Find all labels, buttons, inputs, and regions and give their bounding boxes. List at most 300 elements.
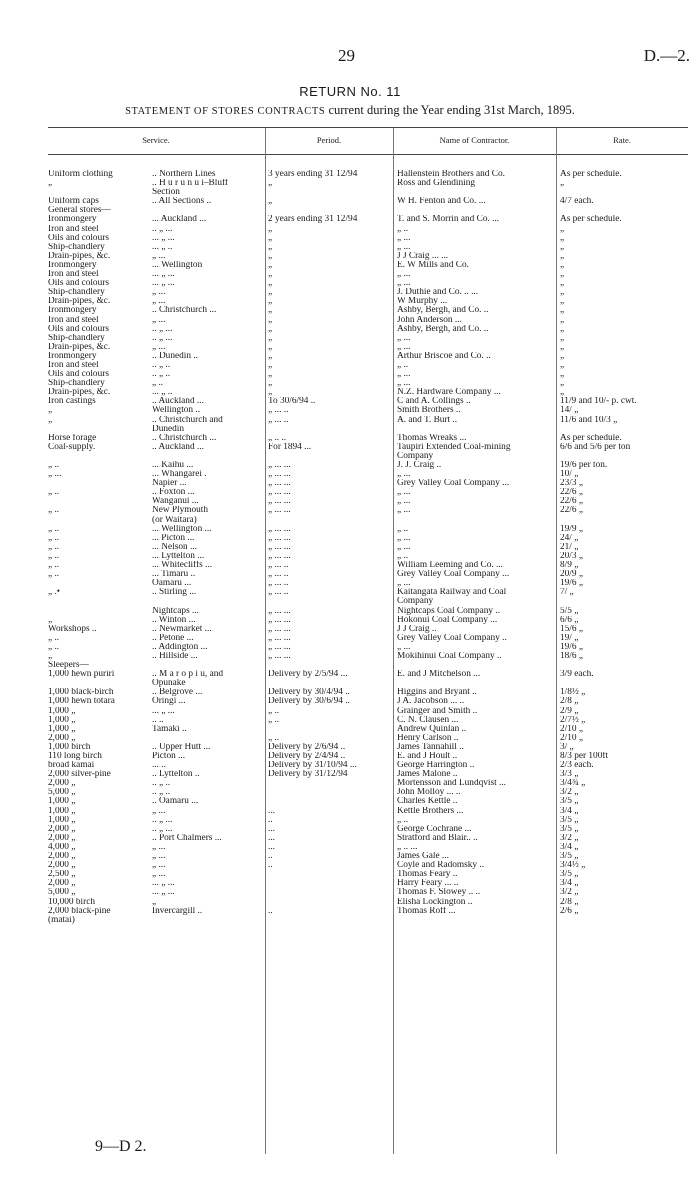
- table-row: [0, 188, 700, 197]
- contractor-cell: Kettle Brothers ...: [397, 806, 464, 816]
- service-cell: Uniform clothing: [48, 170, 113, 179]
- contractor-cell: „ ...: [397, 333, 411, 343]
- service-cell: 1,000 hewn totara: [48, 697, 115, 707]
- table-row: [0, 306, 700, 315]
- contractor-cell: A. and T. Burt ..: [397, 415, 458, 425]
- service-cell: 1,000 „: [48, 724, 76, 734]
- contractor-cell: „ ...: [397, 506, 411, 516]
- period-cell: „ ... ...: [268, 470, 291, 480]
- rate-cell: 20/9 „: [560, 570, 583, 580]
- contractor-cell: J A. Jacobson ... ..: [397, 697, 465, 707]
- service-cell: 2,000 silver-pine: [48, 770, 111, 780]
- rate-cell: „: [560, 388, 565, 398]
- period-cell: „: [268, 351, 273, 361]
- period-cell: „: [268, 297, 273, 307]
- period-cell: „ ... ..: [268, 561, 289, 571]
- service-cell: Iron and steel: [48, 315, 99, 325]
- table-row: [0, 388, 700, 397]
- service-cell: 1,000 „: [48, 706, 76, 716]
- table-row: [0, 406, 700, 415]
- period-cell: „: [268, 379, 273, 389]
- table-row: [0, 716, 700, 725]
- contractor-cell: Grey Valley Coal Company ...: [397, 479, 510, 489]
- column-header-service: Service.: [142, 135, 170, 145]
- location-cell: .. „ ..: [152, 360, 171, 370]
- service-cell: 1,000 „: [48, 815, 76, 825]
- table-row: [0, 734, 700, 743]
- contractor-cell: Nightcaps Coal Company ..: [397, 606, 501, 616]
- service-cell: Iron castings: [48, 397, 96, 407]
- service-cell: 1,000 „: [48, 806, 76, 816]
- page-reference: D.—2.: [643, 46, 690, 65]
- table-row: [0, 443, 700, 452]
- location-cell: „ ...: [152, 297, 166, 307]
- table-row: [0, 697, 700, 706]
- period-cell: „ ... ...: [268, 615, 291, 625]
- period-cell: „: [268, 242, 273, 252]
- location-cell: „ ..: [152, 379, 164, 389]
- rate-cell: 22/6 „: [560, 497, 583, 507]
- location-cell: .. Belgrove ...: [152, 688, 203, 698]
- table-row: [0, 652, 700, 661]
- rate-cell: 2/10 „: [560, 724, 583, 734]
- column-header-rate: Rate.: [613, 135, 631, 145]
- contractor-cell: T. and S. Morrin and Co. ...: [397, 215, 500, 225]
- contractor-cell: „ ...: [397, 270, 411, 280]
- period-cell: 2 years ending 31 12/94: [268, 215, 358, 225]
- table-row: [0, 643, 700, 652]
- period-cell: „: [268, 388, 273, 398]
- rate-cell: „: [560, 242, 565, 252]
- location-cell: .. Petone ...: [152, 633, 194, 643]
- period-cell: „: [268, 270, 273, 280]
- service-cell: Oils and colours: [48, 324, 109, 334]
- service-cell: Ship-chandlery: [48, 288, 105, 298]
- period-cell: „ ..: [268, 706, 280, 716]
- location-cell: Napier ...: [152, 479, 187, 489]
- service-cell: broad kamai: [48, 761, 95, 771]
- contractor-cell: J. J. Craig ..: [397, 461, 442, 470]
- period-cell: „ ... ..: [268, 570, 289, 580]
- table-row: [0, 607, 700, 616]
- table-top-rule: [48, 127, 688, 128]
- table-row: [0, 752, 700, 761]
- service-cell: „ .•: [48, 588, 61, 598]
- contractor-cell: Stratford and Blair.. ..: [397, 833, 478, 843]
- location-cell: ... Auckland ...: [152, 215, 207, 225]
- service-cell: Oils and colours: [48, 233, 109, 243]
- contractor-cell: „ ...: [397, 279, 411, 289]
- table-row: [0, 170, 700, 179]
- service-cell: Ship-chandlery: [48, 379, 105, 389]
- table-row: [0, 725, 700, 734]
- table-row: [0, 570, 700, 579]
- contractor-cell: J. Duthie and Co. .. ...: [397, 288, 479, 298]
- period-cell: „ ... ...: [268, 551, 291, 561]
- location-cell: ... Whitecliffs ...: [152, 561, 213, 571]
- period-cell: „: [268, 333, 273, 343]
- service-cell: Ironmongery: [48, 351, 97, 361]
- table-row: [0, 416, 700, 425]
- table-row: [0, 343, 700, 352]
- table-row: [0, 907, 700, 916]
- table-row: [0, 761, 700, 770]
- rate-cell: 24/ „: [560, 533, 579, 543]
- contractor-cell: „ ...: [397, 533, 411, 543]
- contractor-cell: „ ..: [397, 524, 409, 534]
- rate-cell: 19/9 „: [560, 524, 583, 534]
- service-cell: Ironmongery: [48, 306, 97, 316]
- rate-cell: As per schedule.: [560, 433, 622, 443]
- service-cell: „ ..: [48, 524, 60, 534]
- location-cell: „ ...: [152, 806, 166, 816]
- period-cell: „: [268, 360, 273, 370]
- contractor-cell: James Malone ..: [397, 770, 458, 780]
- service-cell: Ironmongery: [48, 215, 97, 225]
- location-cell: ... „ ..: [152, 242, 173, 252]
- contractor-cell: George Harrington ..: [397, 761, 475, 771]
- period-cell: „: [268, 370, 273, 380]
- location-cell: .. „ ...: [152, 333, 173, 343]
- contractor-cell: Ashby, Bergh, and Co. ..: [397, 324, 489, 334]
- table-row: [0, 670, 700, 679]
- location-cell: .. Oamaru ...: [152, 797, 199, 807]
- service-cell: 1,000 black-birch: [48, 688, 114, 698]
- table-row: [0, 434, 700, 443]
- location-cell: .. Winton ...: [152, 615, 196, 625]
- contractor-cell: W Murphy ...: [397, 297, 448, 307]
- contractor-cell: Thomas F. Slowey .. ..: [397, 888, 481, 898]
- period-cell: Delivery by 2/6/94 ..: [268, 742, 346, 752]
- location-cell: Tamaki ..: [152, 724, 187, 734]
- service-cell: General stores—: [48, 206, 111, 216]
- location-cell: ... Nelson ...: [152, 542, 197, 552]
- table-row: [0, 379, 700, 388]
- contractor-cell: „ ...: [397, 370, 411, 380]
- period-cell: ..: [268, 906, 273, 916]
- rate-cell: 3/2 „: [560, 833, 579, 843]
- location-cell: ... Wellington ...: [152, 524, 212, 534]
- contractor-cell: E. W Mills and Co.: [397, 260, 469, 270]
- service-cell: Oils and colours: [48, 370, 109, 380]
- contractor-cell: „ ...: [397, 579, 411, 589]
- table-row: [0, 534, 700, 543]
- rate-cell: 23/3 „: [560, 479, 583, 489]
- rate-cell: 7/ „: [560, 588, 574, 598]
- service-cell: (matai): [48, 915, 75, 925]
- rate-cell: 4/7 each.: [560, 197, 594, 207]
- rate-cell: „: [560, 233, 565, 243]
- period-cell: „ ... ...: [268, 651, 291, 661]
- service-cell: „ ..: [48, 570, 60, 580]
- table-row: [0, 797, 700, 806]
- table-row: [0, 234, 700, 243]
- location-cell: .. Upper Hutt ...: [152, 742, 211, 752]
- location-cell: .. „ ..: [152, 788, 171, 798]
- contractor-cell: „ ...: [397, 242, 411, 252]
- period-cell: „ ... ...: [268, 533, 291, 543]
- rate-cell: 3/4 „: [560, 879, 579, 889]
- location-cell: .. Hillside ...: [152, 651, 198, 661]
- service-cell: „ ..: [48, 561, 60, 571]
- period-cell: Delivery by 30/4/94 ..: [268, 688, 350, 698]
- service-cell: 5,000 „: [48, 888, 76, 898]
- location-cell: ... Kaihu ...: [152, 461, 194, 470]
- service-cell: 2,000 „: [48, 852, 76, 862]
- service-cell: „ ..: [48, 551, 60, 561]
- service-cell: 5,000 „: [48, 788, 76, 798]
- period-cell: „: [268, 260, 273, 270]
- contractor-cell: Grey Valley Coal Company ...: [397, 570, 510, 580]
- service-cell: Drain-pipes, &c.: [48, 388, 111, 398]
- return-title: RETURN No. 11: [299, 84, 401, 99]
- location-cell: (or Waitara): [152, 515, 197, 525]
- service-cell: „ ..: [48, 506, 60, 516]
- rate-cell: 2/3 each.: [560, 761, 594, 771]
- contractor-cell: Mokihinui Coal Company ..: [397, 651, 502, 661]
- service-cell: 2,000 black-pine: [48, 906, 111, 916]
- rate-cell: 2/10 „: [560, 733, 583, 743]
- contractor-cell: „ ...: [397, 497, 411, 507]
- period-cell: „: [268, 342, 273, 352]
- period-cell: „: [268, 288, 273, 298]
- service-cell: 1,000 „: [48, 715, 76, 725]
- contractor-cell: Ashby, Bergh, and Co. ..: [397, 306, 489, 316]
- contractor-cell: Henry Carlson ..: [397, 733, 459, 743]
- location-cell: „ ...: [152, 342, 166, 352]
- contractor-cell: Company: [397, 597, 434, 607]
- table-row: [0, 270, 700, 279]
- location-cell: „ ...: [152, 288, 166, 298]
- contractor-cell: Harry Feary ... ..: [397, 879, 459, 889]
- period-cell: „ ... ..: [268, 588, 289, 598]
- rate-cell: 3/2 „: [560, 788, 579, 798]
- location-cell: ... Timaru ..: [152, 570, 196, 580]
- period-cell: „ .. ..: [268, 433, 287, 443]
- table-row: [0, 243, 700, 252]
- contractor-cell: Company: [397, 451, 434, 461]
- table-row: [0, 506, 700, 515]
- period-cell: „ ... ..: [268, 579, 289, 589]
- table-row: [0, 552, 700, 561]
- subtitle-smallcaps: STATEMENT OF STORES CONTRACTS: [125, 106, 326, 117]
- contracts-table-body: [0, 170, 700, 925]
- table-row: [0, 479, 700, 488]
- service-cell: „: [48, 406, 53, 416]
- location-cell: .. Foxton ...: [152, 488, 195, 498]
- table-row: [0, 616, 700, 625]
- footer-signature: 9—D 2.: [95, 1138, 147, 1155]
- location-cell: .. „ ...: [152, 824, 173, 834]
- rate-cell: 8/9 „: [560, 561, 579, 571]
- rate-cell: 3/2 „: [560, 888, 579, 898]
- table-row: [0, 525, 700, 534]
- location-cell: Opunake: [152, 679, 186, 689]
- contractor-cell: E. and J Hoult ..: [397, 752, 458, 761]
- table-row: [0, 888, 700, 897]
- rate-cell: 3/5 „: [560, 797, 579, 807]
- rate-cell: „: [560, 351, 565, 361]
- service-cell: „: [48, 615, 53, 625]
- contractor-cell: „ ..: [397, 360, 409, 370]
- period-cell: Delivery by 30/6/94 ..: [268, 697, 350, 707]
- location-cell: „ ...: [152, 870, 166, 880]
- subtitle-rest: current during the Year ending 31st March, 1895.: [325, 103, 575, 117]
- contractor-cell: „ ...: [397, 379, 411, 389]
- service-cell: 110 long birch: [48, 752, 102, 761]
- table-row: [0, 334, 700, 343]
- period-cell: 3 years ending 31 12/94: [268, 170, 358, 179]
- rate-cell: As per schedule.: [560, 215, 622, 225]
- rate-cell: 3/5 „: [560, 870, 579, 880]
- contractor-cell: John Anderson ...: [397, 315, 462, 325]
- service-cell: 1,000 birch: [48, 742, 91, 752]
- table-row: [0, 625, 700, 634]
- rate-cell: 11/6 and 10/3 „: [560, 415, 618, 425]
- location-cell: „: [152, 897, 157, 907]
- rate-cell: 21/ „: [560, 542, 579, 552]
- rate-cell: 10/ „: [560, 470, 579, 480]
- period-cell: „ ... ...: [268, 488, 291, 498]
- location-cell: .. Addington ...: [152, 642, 208, 652]
- rate-cell: 22/6 „: [560, 506, 583, 516]
- table-row: [0, 834, 700, 843]
- location-cell: Nightcaps ...: [152, 606, 199, 616]
- service-cell: Sleepers—: [48, 661, 89, 671]
- table-row: [0, 179, 700, 188]
- period-cell: „ ... ...: [268, 461, 291, 470]
- service-cell: „ ..: [48, 533, 60, 543]
- rate-cell: „: [560, 224, 565, 234]
- rate-cell: 20/3 „: [560, 551, 583, 561]
- service-cell: Ship-chandlery: [48, 242, 105, 252]
- period-cell: „: [268, 197, 273, 207]
- location-cell: Oringi ...: [152, 697, 186, 707]
- rate-cell: 8/3 per 100ft: [560, 752, 609, 761]
- contractor-cell: C. N. Clausen ...: [397, 715, 459, 725]
- contractor-cell: James Tannahill ..: [397, 742, 464, 752]
- period-cell: „ ... ..: [268, 415, 289, 425]
- period-cell: ...: [268, 806, 275, 816]
- location-cell: „ ...: [152, 842, 166, 852]
- contractor-cell: Coyle and Radomsky ..: [397, 861, 485, 871]
- rate-cell: 18/6 „: [560, 651, 583, 661]
- rate-cell: 2/7½ „: [560, 715, 586, 725]
- period-cell: Delivery by 31/10/94 ...: [268, 761, 357, 771]
- contractor-cell: James Gale ...: [397, 852, 449, 862]
- service-cell: Horse forage: [48, 433, 97, 443]
- table-row: [0, 206, 700, 215]
- contractor-cell: „ ...: [397, 488, 411, 498]
- location-cell: .. All Sections ..: [152, 197, 212, 207]
- contractor-cell: „ ..: [397, 551, 409, 561]
- location-cell: .. Port Chalmers ...: [152, 833, 222, 843]
- location-cell: .. Christchurch ...: [152, 306, 217, 316]
- service-cell: 10,000 birch: [48, 897, 95, 907]
- service-cell: Iron and steel: [48, 360, 99, 370]
- location-cell: ... Picton ...: [152, 533, 195, 543]
- contractor-cell: „ ...: [397, 642, 411, 652]
- rate-cell: 2/6 „: [560, 906, 579, 916]
- table-row: [0, 425, 700, 434]
- service-cell: „: [48, 651, 53, 661]
- service-cell: Oils and colours: [48, 279, 109, 289]
- table-row: [0, 688, 700, 697]
- contractor-cell: W H. Fenton and Co. ...: [397, 197, 486, 207]
- location-cell: Wellington ..: [152, 406, 201, 416]
- rate-cell: „: [560, 333, 565, 343]
- contractor-cell: Arthur Briscoe and Co. ..: [397, 351, 491, 361]
- table-row: [0, 461, 700, 470]
- table-row: [0, 743, 700, 752]
- rate-cell: 2/9 „: [560, 706, 579, 716]
- period-cell: „ ... ...: [268, 524, 291, 534]
- location-cell: Dunedin: [152, 424, 185, 434]
- location-cell: .. „ ...: [152, 224, 173, 234]
- table-row: [0, 870, 700, 879]
- location-cell: Picton ...: [152, 752, 186, 761]
- contractor-cell: Thomas Roff ...: [397, 906, 456, 916]
- service-cell: „ ..: [48, 461, 60, 470]
- table-row: [0, 197, 700, 206]
- location-cell: ... „ ...: [152, 233, 175, 243]
- rate-cell: 3/4 „: [560, 806, 579, 816]
- contractor-cell: „ ...: [397, 233, 411, 243]
- location-cell: ... „ ..: [152, 388, 173, 398]
- column-header-period: Period.: [316, 135, 342, 145]
- table-row: [0, 788, 700, 797]
- rate-cell: „: [560, 379, 565, 389]
- rate-cell: 6/6 and 5/6 per ton: [560, 442, 631, 452]
- service-cell: „: [48, 179, 53, 189]
- table-row: [0, 252, 700, 261]
- service-cell: 2,000 „: [48, 861, 76, 871]
- contractor-cell: Hallenstein Brothers and Co.: [397, 170, 505, 179]
- table-row: [0, 361, 700, 370]
- contractor-cell: George Cochrane ...: [397, 824, 472, 834]
- rate-cell: 2/8 „: [560, 697, 579, 707]
- period-cell: „ ... ..: [268, 406, 289, 416]
- contractor-cell: „ ..: [397, 224, 409, 234]
- table-row: [0, 852, 700, 861]
- rate-cell: 3/5 „: [560, 824, 579, 834]
- contractor-cell: „ ...: [397, 470, 411, 480]
- rate-cell: 19/6 „: [560, 579, 583, 589]
- service-cell: „ ..: [48, 542, 60, 552]
- rate-cell: 3/4 „: [560, 842, 579, 852]
- rate-cell: „: [560, 297, 565, 307]
- rate-cell: 5/5 „: [560, 606, 579, 616]
- table-row: [0, 352, 700, 361]
- table-row: [0, 397, 700, 406]
- service-cell: 2,000 „: [48, 779, 76, 789]
- service-cell: Ship-chandlery: [48, 333, 105, 343]
- period-cell: „ ... ...: [268, 542, 291, 552]
- contractor-cell: Taupiri Extended Coal-mining: [397, 442, 511, 452]
- rate-cell: 19/6 per ton.: [560, 461, 608, 470]
- contractor-cell: Thomas Wreaks ...: [397, 433, 467, 443]
- period-cell: „ ... ...: [268, 642, 291, 652]
- table-row: [0, 543, 700, 552]
- table-row: [0, 916, 700, 925]
- period-cell: Delivery by 2/4/94 ..: [268, 752, 346, 761]
- rate-cell: „: [560, 370, 565, 380]
- location-cell: Wanganui ...: [152, 497, 199, 507]
- location-cell: .. H u r u n u i–Bluff: [152, 179, 229, 189]
- table-row: [0, 843, 700, 852]
- location-cell: „ ...: [152, 315, 166, 325]
- rate-cell: 3/9 each.: [560, 670, 594, 680]
